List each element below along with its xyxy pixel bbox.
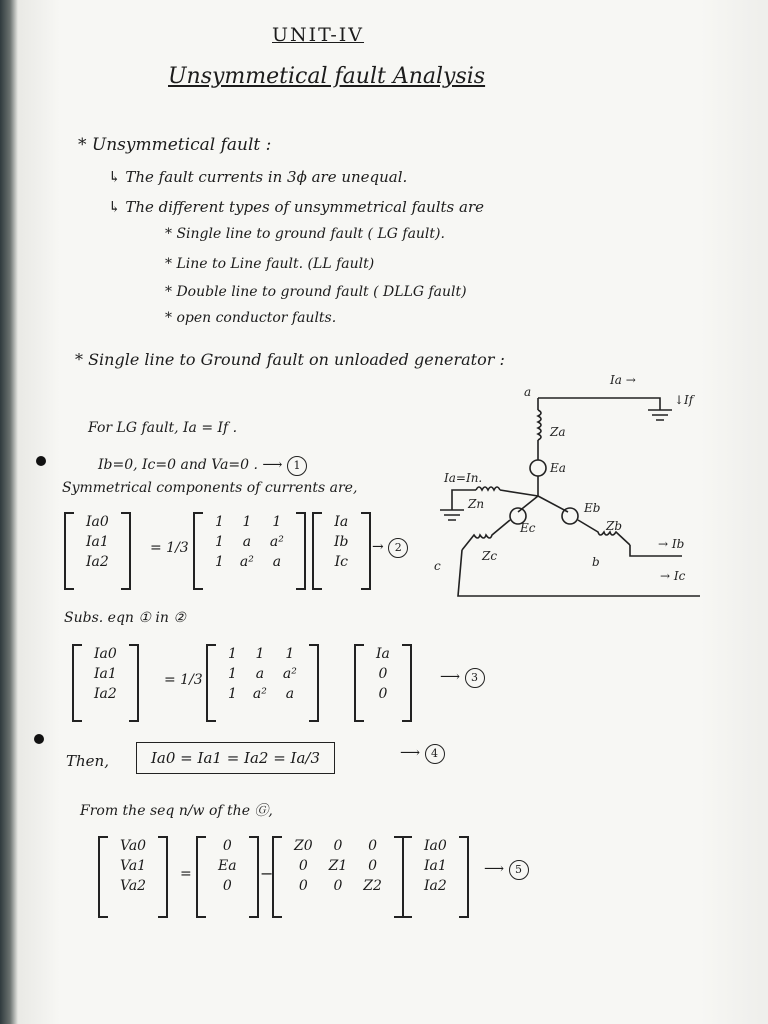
boxed-equation: Ia0 = Ia1 = Ia2 = Ia/3 [136,742,335,774]
fault-type-2: * Line to Line fault. (LL fault) [165,256,375,272]
zn-label: Zn [468,497,485,511]
fault-type-3: * Double line to ground fault ( DLLG fault) [165,284,467,300]
eq-label-3: 3 [465,668,485,688]
eq2-ref: → 2 [372,538,408,558]
eq-label-2: 2 [388,538,408,558]
matrix2-transform: 1 1 1 1 a a² 1 a² a [206,644,319,722]
in-label: Ia=In. [444,471,483,485]
condition-line: Ib=0, Ic=0 and Va=0 . ⟶ 1 [98,456,307,476]
unit-heading: UNIT-IV [272,24,365,46]
matrix1-coef: = 1/3 [150,540,189,556]
matrix3-currents: Ia0 Ia1 Ia2 [402,836,469,918]
node-c-label: c [434,559,441,573]
subs-line: Subs. eqn ① in ② [64,610,186,626]
matrix3-emf: 0 Ea 0 [196,836,259,918]
generator-circuit-diagram [420,370,720,610]
from-seq-line: From the seq n/w of the Ⓖ, [80,803,273,819]
section2-heading: * Single line to Ground fault on unloaded generator : [75,350,505,369]
matrix3-lhs: Va0 Va1 Va2 [98,836,168,918]
matrix1-transform: 1 1 1 1 a a² 1 a² a [193,512,306,590]
bullet-1 [36,456,46,466]
ib-label: → Ib [658,537,685,551]
fault-type-4: * open conductor faults. [165,310,337,326]
matrix2-coef: = 1/3 [164,672,203,688]
matrix1-lhs: Ia0 Ia1 Ia2 [64,512,131,590]
if-label: ↓If [674,393,694,407]
eq5-ref: ⟶ 5 [484,860,529,880]
eq3-ref: ⟶ 3 [440,668,485,688]
ec-label: Ec [520,521,536,535]
zb-label: Zb [606,519,623,533]
ia-arrow-label: Ia → [610,373,636,387]
eb-label: Eb [584,501,601,515]
ea-label: Ea [550,461,566,475]
section1-line2: ↳ The different types of unsymmetrical faults are [108,198,485,216]
eq-label-1: 1 [287,456,307,476]
section1-heading: * Unsymmetical fault : [78,135,272,155]
bullet-2 [34,734,44,744]
ic-label: → Ic [660,569,686,583]
symmetrical-line: Symmetrical components of currents are, [62,480,358,496]
minus-sign-3: − [260,864,274,883]
eq4-ref: ⟶ 4 [400,744,445,764]
eq-label-4: 4 [425,744,445,764]
zc-label: Zc [482,549,498,563]
page-title: Unsymmetical fault Analysis [168,64,486,89]
equals-sign-3: = [180,866,192,882]
node-a-label: a [524,385,532,399]
then-label: Then, [66,752,109,770]
for-lg-line: For LG fault, Ia = If . [88,420,238,436]
matrix2-rhs: Ia 0 0 [354,644,412,722]
matrix3-impedance: Z0 0 0 0 Z1 0 0 0 Z2 [272,836,404,918]
node-b-label: b [592,555,600,569]
matrix1-rhs: Ia Ib Ic [312,512,371,590]
section1-line1: ↳ The fault currents in 3ϕ are unequal. [108,168,408,186]
fault-type-1: * Single line to ground fault ( LG fault). [165,226,445,242]
matrix2-lhs: Ia0 Ia1 Ia2 [72,644,139,722]
eq-label-5: 5 [509,860,529,880]
za-label: Za [550,425,566,439]
